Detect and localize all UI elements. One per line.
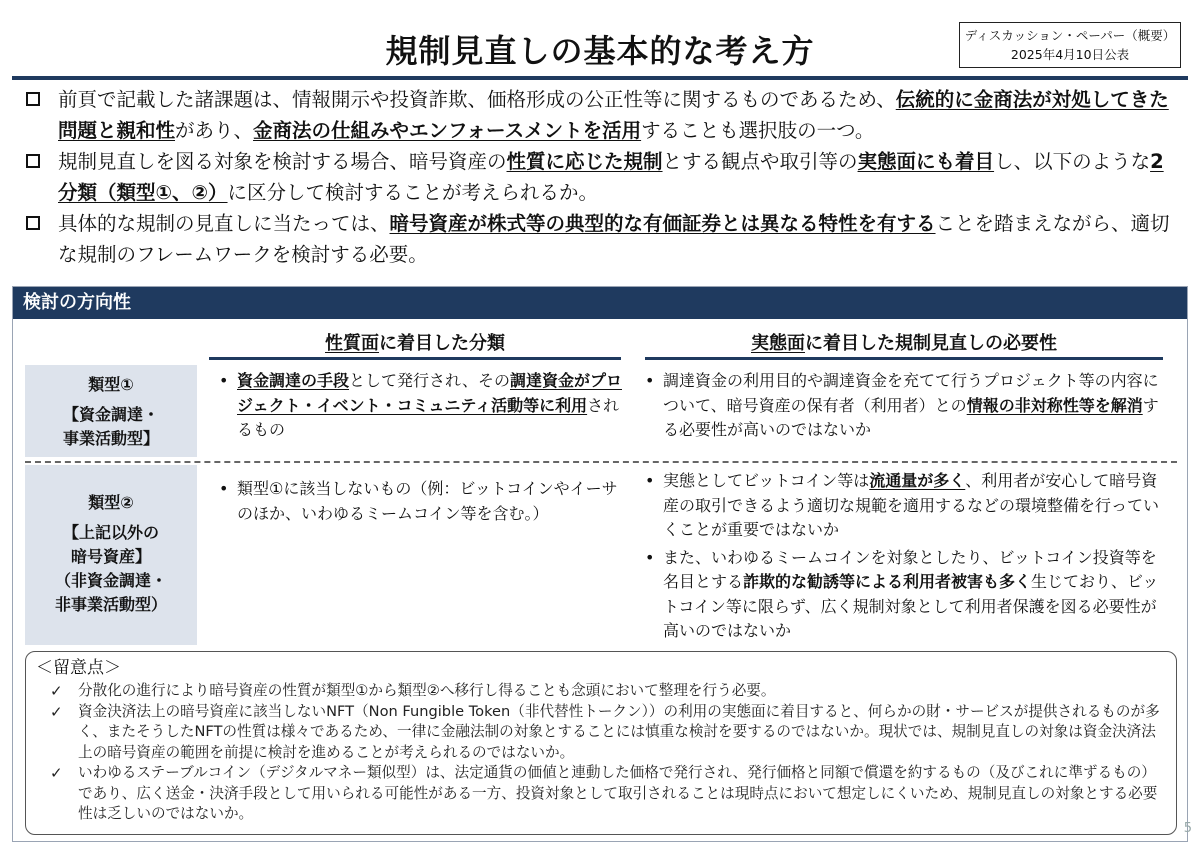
type1-actual-cell <box>643 369 1163 443</box>
text-run: 伝統的に金商法が対処してきた問題と親和性 <box>58 88 1169 142</box>
text-run: に区分して検討することが考えられるか。 <box>227 181 599 204</box>
text-run: する必要性が高いのではないか <box>663 395 1159 439</box>
text-run: 実態面 <box>751 333 805 354</box>
type2-desc-line: （非資金調達・ <box>54 571 167 590</box>
column-header-nature <box>209 329 621 355</box>
type2-desc-line: 非事業活動型） <box>54 595 167 614</box>
square-bullet-icon <box>26 216 40 230</box>
document-type: ディスカッション・ペーパー（概要） <box>964 28 1176 43</box>
square-bullet-icon <box>26 154 40 168</box>
list-item <box>217 477 627 526</box>
text-run: することも選択肢の一つ。 <box>641 119 875 142</box>
text-run: 前頁で記載した諸課題は、情報開示や投資詐欺、価格形成の公正性等に関するものであるため、 <box>58 88 896 111</box>
column-header-actual <box>645 329 1163 355</box>
column-rule <box>645 357 1163 360</box>
list-item <box>643 369 1163 443</box>
list-item <box>217 369 627 443</box>
intro-bullet-text <box>58 84 1182 146</box>
page-number: 5 <box>1183 821 1192 836</box>
column-rule <box>209 357 621 360</box>
note-text: いわゆるステーブルコイン（デジタルマネー類似型）は、法定通貨の価値と連動した価格で発行され、発行価格と同額で償還を約するもの（及びこれに準ずるもの）であり、広く送金・決済手段として用いられる可能性がある一方、投資対象として取引されることは現時点において想定しにくいため、規制見直しの対象とする必要性は乏しいのではないか。 <box>78 764 1158 822</box>
text-run: 金商法の仕組みやエンフォースメントを活用 <box>253 119 642 142</box>
intro-bullet <box>22 208 1182 270</box>
text-run: されるもの <box>237 395 620 439</box>
type1-name: 類型① <box>88 375 134 394</box>
note-text: 資金決済法上の暗号資産に該当しないNFT（Non Fungible Token（非代替性トークン））の利用の実態面に着目すると、何らかの財・サービスが提供されるものが多く、またそうしたNFTの性質は様々であるため、一律に金融法制の対象とすることには慎重な検討を要するのではないか。現状では、規制見直しの対象は資金決済法上の暗号資産の範囲を前提に検討を進めることが考えられるのではないか。 <box>78 702 1160 761</box>
publication-date: 2025年4月10日公表 <box>1010 47 1130 62</box>
note-item <box>36 763 1164 825</box>
text-run: 、利用者が安心して暗号資産の取引できるよう適切な規範を適用するなどの環境整備を行っていくことが重要ではないか <box>663 471 1160 539</box>
text-run: 2分類（類型①、②） <box>58 150 1164 204</box>
direction-panel <box>12 286 1188 842</box>
text-run: 調達資金の利用目的や調達資金を充てて行うプロジェクト等の内容について、暗号資産の保有者（利用者）との <box>663 371 1159 415</box>
note-text: 分散化の進行により暗号資産の性質が類型①から類型②へ移行し得ることも念頭において整理を行う必要。 <box>78 682 776 699</box>
type1-label <box>25 365 197 457</box>
notes-box <box>25 651 1177 835</box>
type2-actual-cell <box>643 469 1163 644</box>
note-item <box>36 702 1164 764</box>
text-run: し、以下のような <box>994 150 1151 173</box>
text-run: 調達資金がプロジェクト・イベント・コミュニティ活動等に利用 <box>237 371 622 415</box>
text-run: 実態としてビットコイン等は <box>663 471 870 490</box>
list-item <box>643 469 1163 543</box>
type2-nature-cell <box>217 477 627 526</box>
row-separator <box>25 461 1177 463</box>
square-bullet-icon <box>26 92 40 106</box>
text-run: 詐欺的な勧誘等による利用者被害も多く <box>743 572 1032 591</box>
text-run: 類型①に該当しないもの（例：ビットコインやイーサのほか、いわゆるミームコイン等を含む。） <box>237 479 618 523</box>
intro-bullet-text <box>58 208 1182 270</box>
checkmark-icon: ✓ <box>50 682 63 700</box>
type2-desc-line: 暗号資産】 <box>70 547 151 566</box>
text-run: とする観点や取引等の <box>662 150 858 173</box>
type1-nature-cell <box>217 369 627 443</box>
text-run: 具体的な規制の見直しに当たっては、 <box>58 212 390 235</box>
text-run: 性質に応じた規制 <box>506 150 663 173</box>
checkmark-icon: ✓ <box>50 702 63 721</box>
type2-name: 類型② <box>88 493 134 512</box>
text-run: があり、 <box>175 119 254 142</box>
intro-bullet-text <box>58 146 1182 208</box>
text-run: 資金調達の手段 <box>237 371 350 390</box>
note-item <box>36 681 1164 702</box>
text-run: 情報の非対称性等を解消 <box>966 395 1143 415</box>
title-rule <box>12 76 1188 80</box>
text-run: に着目した分類 <box>379 333 505 354</box>
intro-bullet <box>22 84 1182 146</box>
intro-bullet <box>22 146 1182 208</box>
text-run: 流通量が多く <box>869 471 966 490</box>
intro-bullets <box>22 84 1182 270</box>
text-run: ことを踏まえながら、適切な規制のフレームワークを検討する必要。 <box>58 212 1170 266</box>
text-run: また、いわゆるミームコインを対象としたり、ビットコイン投資等を名目とする <box>663 547 1157 591</box>
text-run: に着目した規制見直しの必要性 <box>805 333 1057 354</box>
text-run: 性質面 <box>325 333 379 354</box>
document-info-box <box>959 22 1181 68</box>
text-run: 規制見直しを図る対象を検討する場合、暗号資産の <box>58 150 507 173</box>
list-item <box>643 546 1163 644</box>
type1-desc-line: 【資金調達・ <box>62 405 159 424</box>
page-title: 規制見直しの基本的な考え方 <box>385 32 815 70</box>
type2-label <box>25 465 197 645</box>
text-run: 暗号資産が株式等の典型的な有価証券とは異なる特性を有する <box>389 212 936 235</box>
panel-title: 検討の方向性 <box>13 287 1187 319</box>
text-run: として発行され、その <box>349 371 510 390</box>
notes-title: ＜留意点＞ <box>36 658 121 678</box>
text-run: 実態面にも着目 <box>857 150 995 173</box>
checkmark-icon: ✓ <box>50 764 63 782</box>
type2-desc-line: 【上記以外の <box>62 523 159 542</box>
text-run: 生じており、ビットコイン等に限らず、広く規制対象として利用者保護を図る必要性が高いのではないか <box>663 572 1159 640</box>
type1-desc-line: 事業活動型】 <box>62 429 159 448</box>
